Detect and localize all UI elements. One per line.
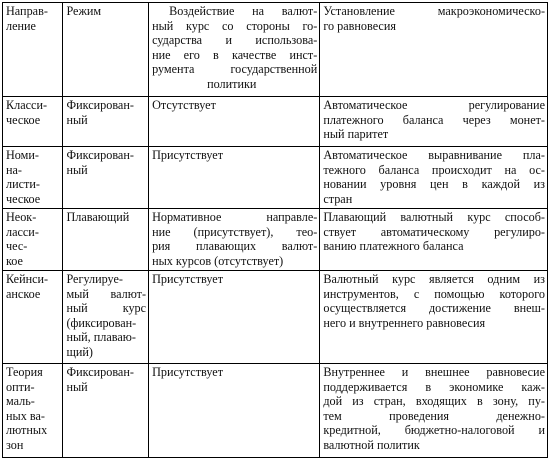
cell-regime <box>63 97 149 147</box>
cell-line: Фиксирован- <box>66 365 134 379</box>
cell-line: Плавающий <box>66 210 130 224</box>
cell-line: опти- <box>6 379 35 394</box>
cell-line: платежного баланса через монет- <box>323 112 545 127</box>
cell-line: анское <box>6 286 41 301</box>
header-equilibrium-line: го равновесия <box>323 18 396 33</box>
table-row <box>3 271 548 364</box>
cell-line: ный <box>66 112 88 127</box>
cell-line: (фиксирован- <box>66 315 137 330</box>
cell-line: инструментов, с помощью которого <box>323 286 545 301</box>
table-row <box>3 147 548 209</box>
cell-line: ние (присутствует), тео- <box>152 224 318 239</box>
cell-line: Номи- <box>6 148 39 162</box>
header-equilibrium <box>320 3 548 97</box>
cell-line: кредитной, бюджетно-налоговой и <box>323 423 545 438</box>
cell-equilibrium <box>320 271 548 364</box>
cell-equilibrium <box>320 364 548 458</box>
cell-line: на- <box>6 162 22 177</box>
cell-line: стран <box>323 191 353 206</box>
cell-line: него и внутреннего равновесия <box>323 315 486 330</box>
cell-line: Присутствует <box>152 148 224 162</box>
cell-line: мый валют- <box>66 286 147 301</box>
cell-equilibrium <box>320 147 548 209</box>
cell-line: ванию платежного баланса <box>323 239 464 254</box>
cell-line: ный <box>66 162 88 177</box>
header-influence <box>149 3 320 97</box>
cell-influence <box>149 147 320 209</box>
cell-line: Отсутствует <box>152 98 216 112</box>
header-influence-line: румента государственной <box>152 62 318 77</box>
cell-line: новании уровня цен в каждой из <box>323 177 545 192</box>
cell-line: ный, плаваю- <box>66 330 136 345</box>
header-regime <box>63 3 149 97</box>
cell-direction <box>3 364 63 458</box>
cell-line: Нормативное направле- <box>152 210 318 224</box>
cell-regime <box>63 209 149 271</box>
header-direction-line: Направ- <box>6 4 48 18</box>
cell-regime <box>63 364 149 458</box>
cell-line: Валютный курс является одним из <box>323 272 545 286</box>
cell-influence <box>149 271 320 364</box>
cell-line: ный паритет <box>323 127 389 142</box>
table-row <box>3 364 548 458</box>
cell-direction <box>3 97 63 147</box>
cell-line: Плавающий валютный курс способ- <box>323 210 545 224</box>
cell-line: Автоматическое выравнивание пла- <box>323 148 545 162</box>
table-row <box>3 209 548 271</box>
cell-line: ческое <box>6 191 41 206</box>
cell-line: ных ва- <box>6 408 45 423</box>
table-row <box>3 97 548 147</box>
header-influence-line: политики <box>207 76 257 91</box>
cell-influence <box>149 364 320 458</box>
cell-line: ческое <box>6 112 41 127</box>
cell-line: Неок- <box>6 210 37 224</box>
cell-line: поддерживается в экономике каж- <box>323 379 545 394</box>
cell-direction <box>3 271 63 364</box>
cell-line: Автоматическое регулирование <box>323 98 545 112</box>
header-direction-line: ление <box>6 18 36 33</box>
cell-line: Внутреннее и внешнее равновесие <box>323 365 545 379</box>
cell-line: осуществляется достижение внеш- <box>323 301 545 316</box>
cell-direction <box>3 147 63 209</box>
cell-line: дой из стран, входящих в зону, пу- <box>323 394 545 409</box>
cell-line: маль- <box>6 394 35 409</box>
cell-line: чес- <box>6 239 28 254</box>
cell-equilibrium <box>320 209 548 271</box>
header-influence-line: сударства и использова- <box>152 33 318 48</box>
header-influence-line: Воздействие на валют- <box>169 4 318 18</box>
policy-table <box>2 2 548 458</box>
header-regime-line: Режим <box>66 4 102 18</box>
cell-influence <box>149 97 320 147</box>
cell-line: Присутствует <box>152 365 224 379</box>
cell-line: зон <box>6 437 24 452</box>
cell-line: Присутствует <box>152 272 224 286</box>
cell-line: щий) <box>66 344 93 359</box>
cell-line: Фиксирован- <box>66 98 134 112</box>
cell-line: листи- <box>6 177 40 192</box>
cell-line: валютной политик <box>323 437 420 452</box>
header-direction <box>3 3 63 97</box>
header-influence-line: ние его в качестве инст- <box>152 47 318 62</box>
cell-line: Фиксирован- <box>66 148 134 162</box>
cell-line: тежного баланса происходит на ос- <box>323 162 545 177</box>
cell-line: ный <box>66 379 88 394</box>
cell-line: кое <box>6 253 23 268</box>
cell-line: ных курсов (отсутствует) <box>152 253 284 268</box>
header-influence-line: ный курс со стороны го- <box>152 18 318 33</box>
cell-line: ный курс <box>66 301 147 316</box>
cell-line: тем проведения денежно- <box>323 408 545 423</box>
cell-regime <box>63 271 149 364</box>
cell-line: рия плавающих валют- <box>152 239 318 254</box>
cell-line: ласси- <box>6 224 39 239</box>
header-row <box>3 3 548 97</box>
header-equilibrium-line: Установление макроэкономическо- <box>323 4 545 18</box>
cell-line: ствует автоматическому регулиро- <box>323 224 545 239</box>
cell-influence <box>149 209 320 271</box>
cell-line: Теория <box>6 365 43 379</box>
cell-line: Регулируе- <box>66 272 123 286</box>
cell-regime <box>63 147 149 209</box>
cell-line: Класси- <box>6 98 48 112</box>
cell-line: лютных <box>6 423 48 438</box>
cell-direction <box>3 209 63 271</box>
cell-equilibrium <box>320 97 548 147</box>
cell-line: Кейнси- <box>6 272 49 286</box>
